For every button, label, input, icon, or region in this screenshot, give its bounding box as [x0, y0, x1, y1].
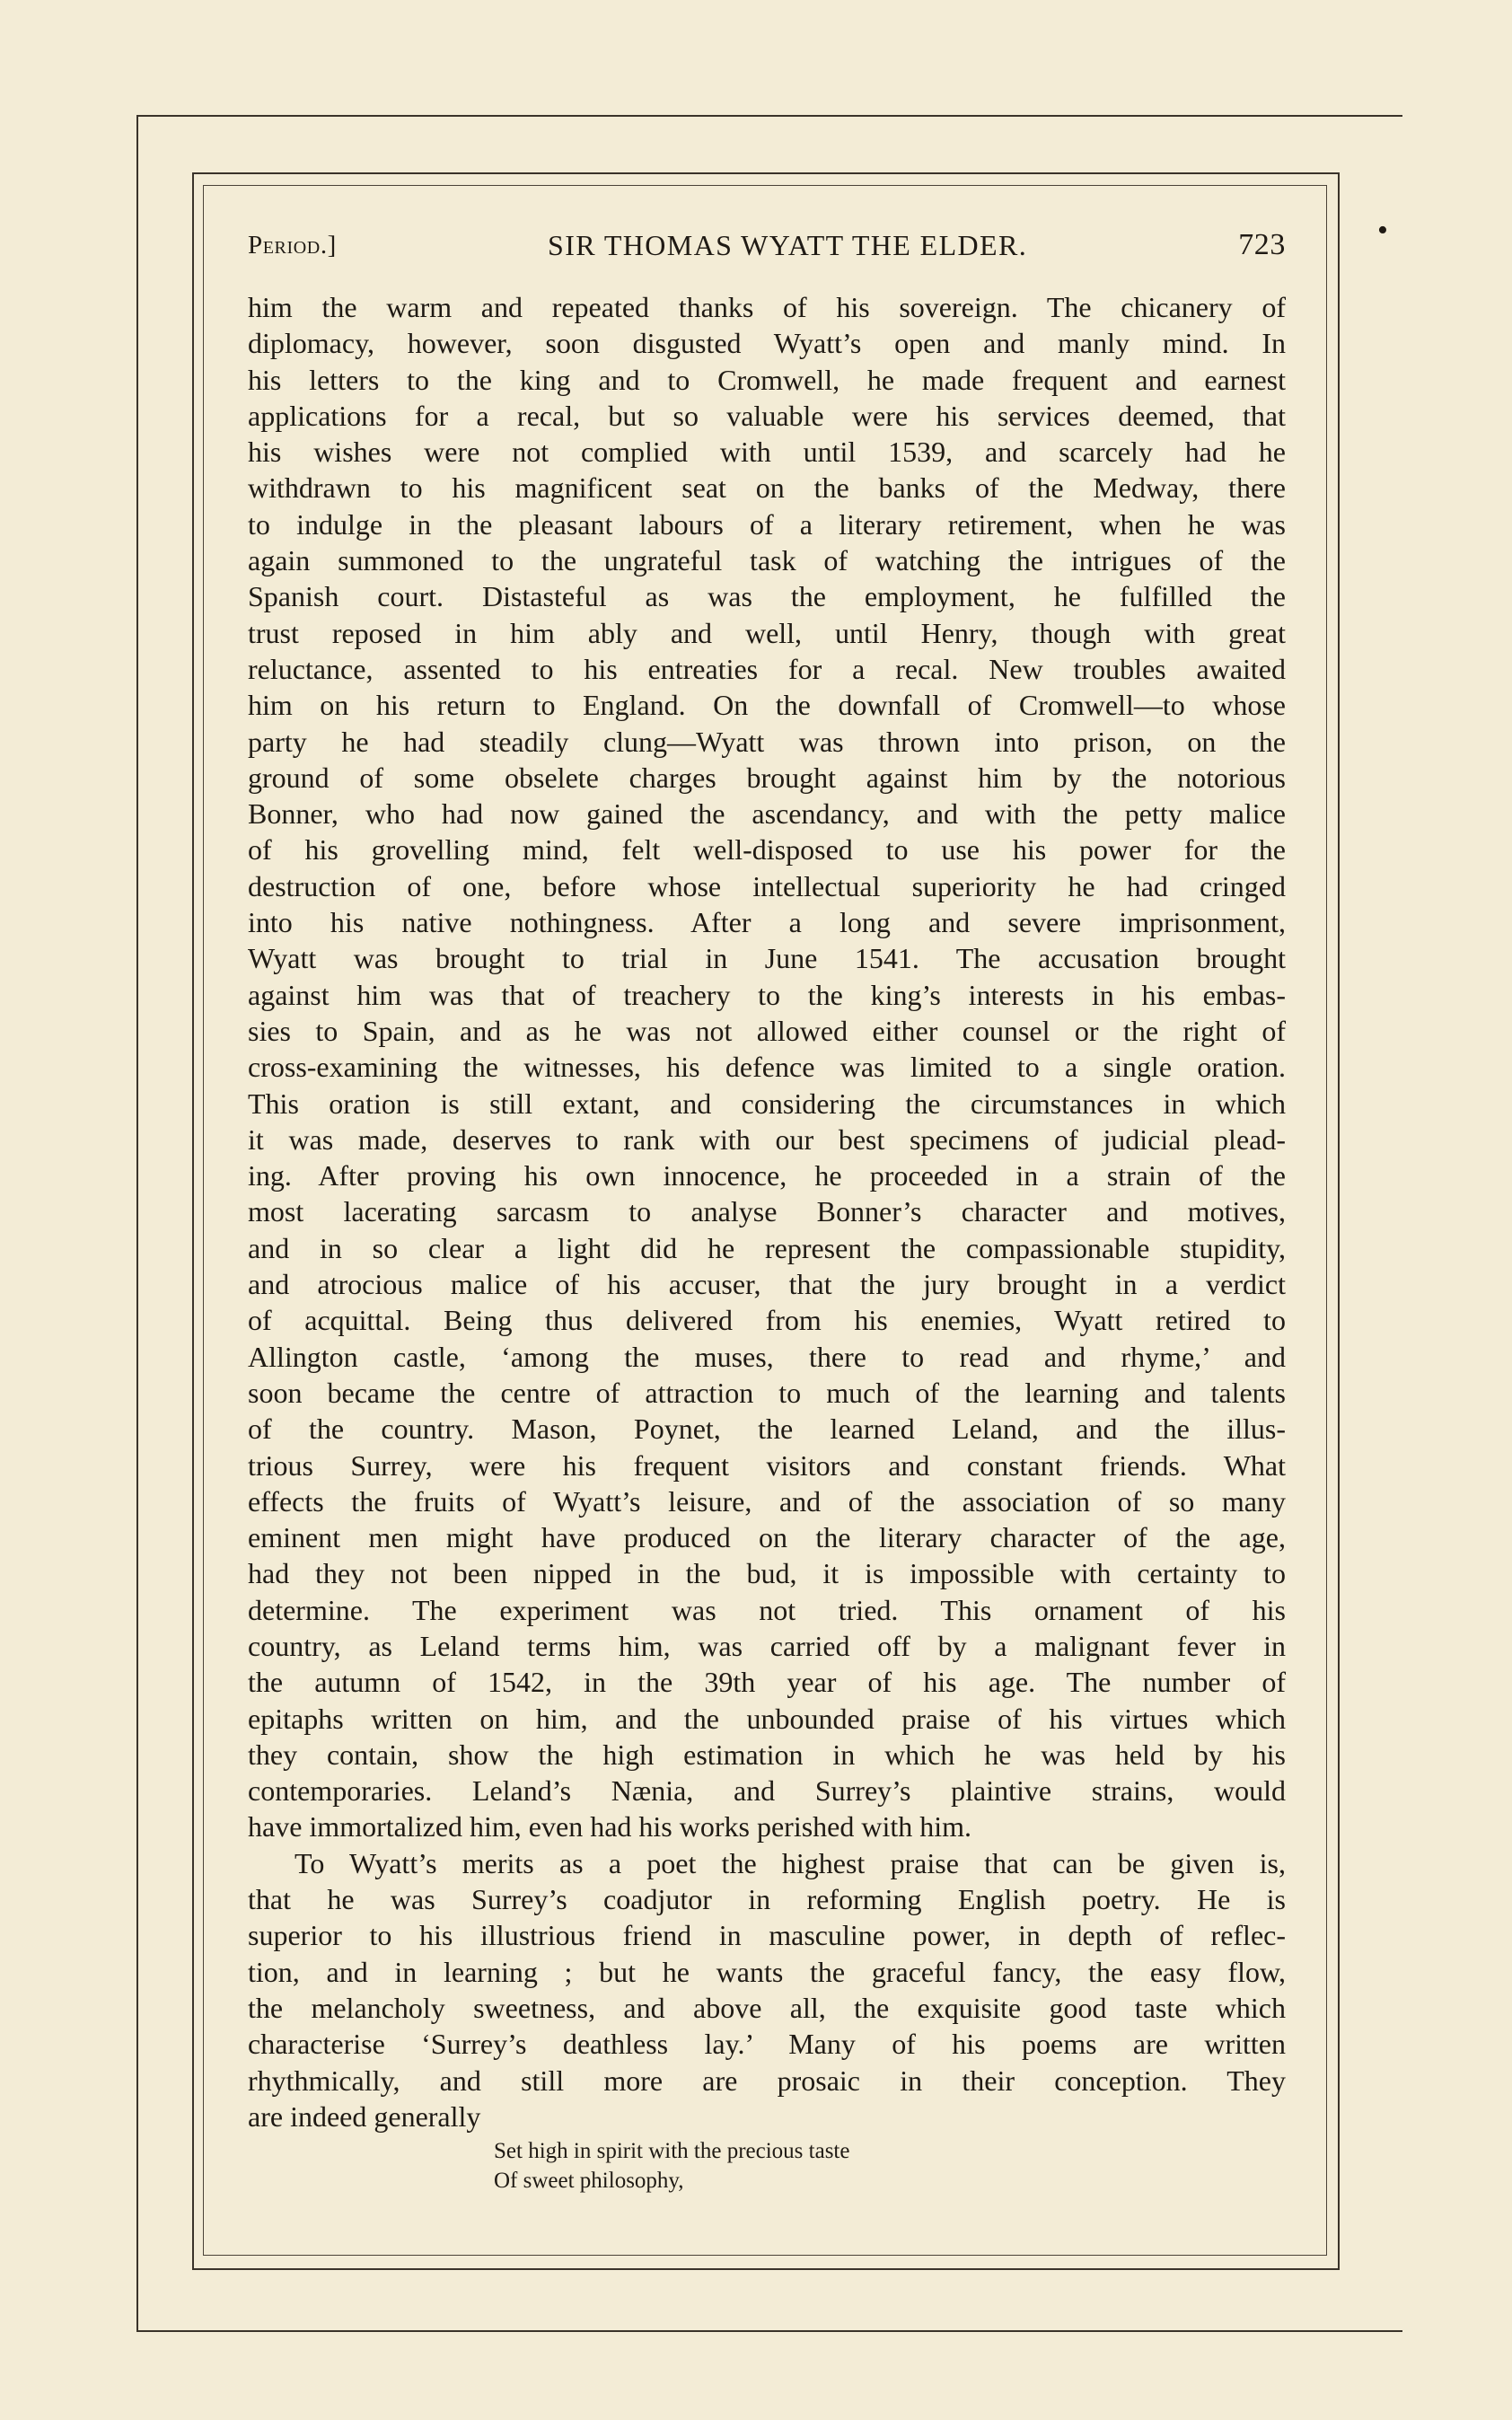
text-line: superior to his illustrious friend in masculine power, in depth of reflec- — [248, 1919, 1286, 1952]
text-line: and atrocious malice of his accuser, that the jury brought in a verdict — [248, 1268, 1286, 1301]
paragraph-1 — [248, 289, 1286, 1845]
text-line: ing. After proving his own innocence, he proceeded in a strain of the — [248, 1159, 1286, 1192]
text-line: Spanish court. Distasteful as was the employment, he fulfilled the — [248, 580, 1286, 613]
text-line: tion, and in learning ; but he wants the graceful fancy, the easy flow, — [248, 1955, 1286, 1988]
text-line: his letters to the king and to Cromwell, he made frequent and earnest — [248, 363, 1286, 396]
text-line: cross-examining the witnesses, his defence was limited to a single oration. — [248, 1051, 1286, 1084]
text-line: reluctance, assented to his entreaties for a recal. New troubles awaited — [248, 652, 1286, 685]
text-line: Bonner, who had now gained the ascendancy, and with the petty malice — [248, 797, 1286, 831]
text-line: it was made, deserves to rank with our best specimens of judicial plead- — [248, 1122, 1286, 1156]
text-line: applications for a recal, but so valuable were his services deemed, that — [248, 399, 1286, 432]
text-line: This oration is still extant, and considering the circumstances in which — [248, 1087, 1286, 1120]
text-line: eminent men might have produced on the literary character of the age, — [248, 1521, 1286, 1554]
text-line: Allington castle, ‘among the muses, there to read and rhyme,’ and — [248, 1340, 1286, 1373]
text-line: him on his return to England. On the downfall of Cromwell—to whose — [248, 689, 1286, 722]
text-line: of acquittal. Being thus delivered from his enemies, Wyatt retired to — [248, 1304, 1286, 1337]
text-line: To Wyatt’s merits as a poet the highest praise that can be given is, — [294, 1846, 1286, 1879]
text-line: had they not been nipped in the bud, it is impossible with certainty to — [248, 1557, 1286, 1590]
quote-line: Of sweet philosophy, — [494, 2169, 684, 2194]
text-line: against him was that of treachery to the king’s interests in his embas- — [248, 978, 1286, 1011]
text-line: him the warm and repeated thanks of his sovereign. The chicanery of — [248, 291, 1286, 323]
verse-quote — [248, 2136, 1286, 2196]
text-line: that he was Surrey’s coadjutor in reforming English poetry. He is — [248, 1883, 1286, 1916]
text-line: his wishes were not complied with until 1539, and scarcely had he — [248, 436, 1286, 469]
quote-line: Set high in spirit with the precious taste — [494, 2139, 850, 2164]
text-line: contemporaries. Leland’s Nænia, and Surrey’s plaintive strains, would — [248, 1774, 1286, 1808]
text-line: epitaphs written on him, and the unbounded praise of his virtues which — [248, 1702, 1286, 1735]
paragraph-2 — [248, 1845, 1286, 2134]
page-number: 723 — [1238, 228, 1286, 261]
text-line: ground of some obselete charges brought against him by the notorious — [248, 761, 1286, 794]
text-line: again summoned to the ungrateful task of watching the intrigues of the — [248, 544, 1286, 577]
text-line: of his grovelling mind, felt well-disposed to use his power for the — [248, 833, 1286, 867]
text-line: of the country. Mason, Poynet, the learned Leland, and the illus- — [248, 1412, 1286, 1446]
text-line: most lacerating sarcasm to analyse Bonner’s character and motives, — [248, 1195, 1286, 1228]
text-line: have immortalized him, even had his works perished with him. — [248, 1810, 972, 1844]
text-line: trust reposed in him ably and well, until Henry, though with great — [248, 616, 1286, 649]
text-line: sies to Spain, and as he was not allowed either counsel or the right of — [248, 1014, 1286, 1047]
text-line: country, as Leland terms him, was carried off by a malignant fever in — [248, 1629, 1286, 1662]
text-line: the melancholy sweetness, and above all, the exquisite good taste which — [248, 1991, 1286, 2024]
running-header — [248, 212, 1286, 278]
text-line: effects the fruits of Wyatt’s leisure, and of the association of so many — [248, 1484, 1286, 1518]
text-line: diplomacy, however, soon disgusted Wyatt’s open and manly mind. In — [248, 327, 1286, 360]
article-body — [248, 289, 1286, 2196]
text-line: characterise ‘Surrey’s deathless lay.’ Many of his poems are written — [248, 2028, 1286, 2061]
text-line: they contain, show the high estimation in which he was held by his — [248, 1738, 1286, 1771]
text-line: and in so clear a light did he represent the compassionable stupidity, — [248, 1231, 1286, 1264]
text-line: into his native nothingness. After a long and severe imprisonment, — [248, 906, 1286, 939]
text-line: rhythmically, and still more are prosaic in their conception. They — [248, 2064, 1286, 2097]
text-line: withdrawn to his magnificent seat on the banks of the Medway, there — [248, 471, 1286, 505]
text-line: are indeed generally — [248, 2099, 481, 2133]
running-head-title: SIR THOMAS WYATT THE ELDER. — [548, 228, 1028, 261]
text-line: destruction of one, before whose intellectual superiority he had cringed — [248, 869, 1286, 902]
running-head-period: Period.] — [248, 230, 337, 260]
text-line: trious Surrey, were his frequent visitors and constant friends. What — [248, 1448, 1286, 1482]
text-line: determine. The experiment was not tried. This ornament of his — [248, 1593, 1286, 1626]
text-line: party he had steadily clung—Wyatt was thrown into prison, on the — [248, 725, 1286, 758]
edge-mark: • — [1377, 214, 1388, 247]
text-line: the autumn of 1542, in the 39th year of his age. The number of — [248, 1666, 1286, 1699]
text-line: Wyatt was brought to trial in June 1541. The accusation brought — [248, 942, 1286, 975]
text-line: to indulge in the pleasant labours of a literary retirement, when he was — [248, 507, 1286, 541]
page-content — [248, 212, 1286, 2223]
text-line: soon became the centre of attraction to much of the learning and talents — [248, 1376, 1286, 1409]
